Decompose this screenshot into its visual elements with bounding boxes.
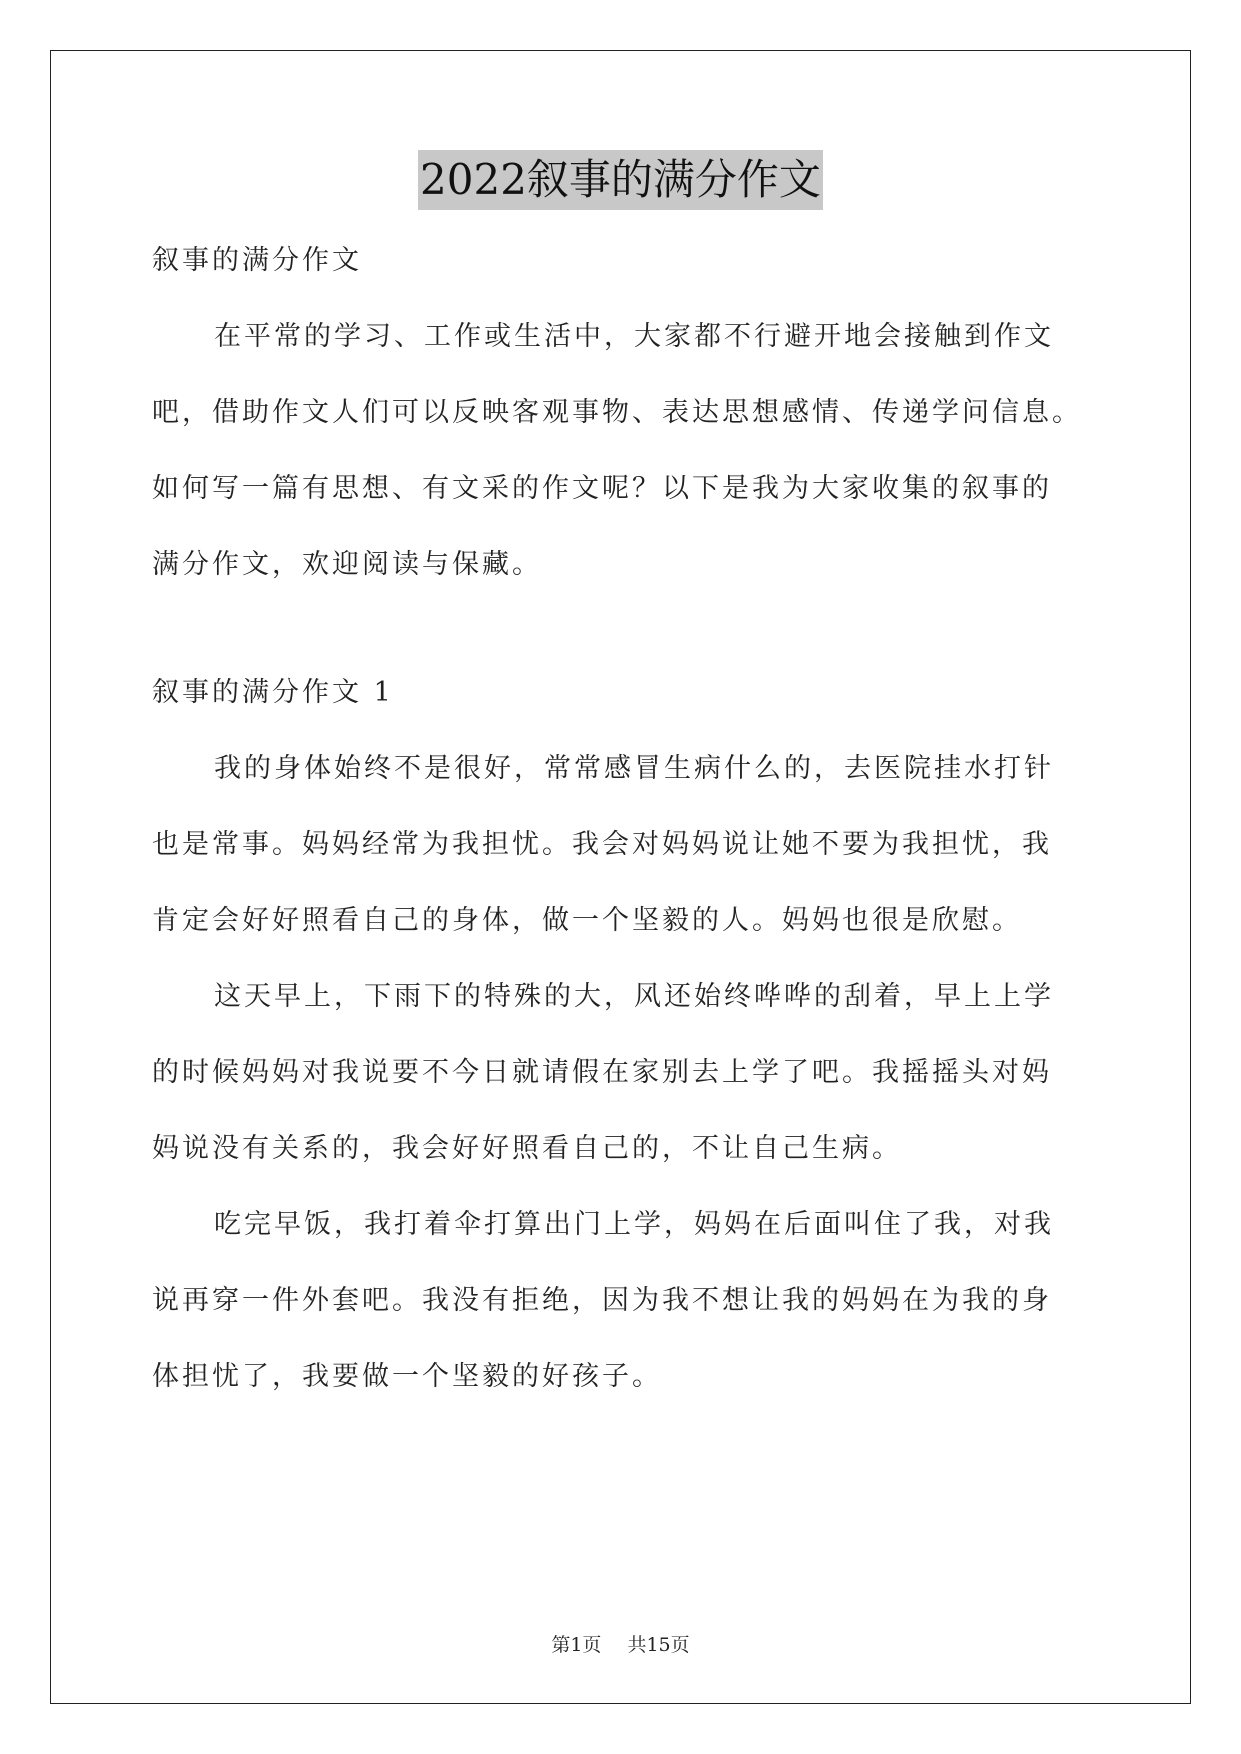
section-gap — [152, 616, 1092, 668]
paragraph-line: 说再穿一件外套吧。我没有拒绝，因为我不想让我的妈妈在为我的身 — [152, 1285, 1052, 1316]
section-heading: 叙事的满分作文 — [152, 245, 362, 276]
paragraph-line: 的时候妈妈对我说要不今日就请假在家别去上学了吧。我摇摇头对妈 — [152, 1057, 1052, 1088]
paragraph-line: 肯定会好好照看自己的身体，做一个坚毅的人。妈妈也很是欣慰。 — [152, 905, 1022, 936]
paragraph-line: 这天早上，下雨下的特殊的大，风还始终哗哗的刮着，早上上学 — [214, 981, 1054, 1012]
paragraph-line: 在平常的学习、工作或生活中，大家都不行避开地会接触到作文 — [214, 321, 1054, 352]
paragraph-line: 也是常事。妈妈经常为我担忧。我会对妈妈说让她不要为我担忧，我 — [152, 829, 1052, 860]
paragraph — [152, 744, 1092, 972]
paragraph-line: 满分作文，欢迎阅读与保藏。 — [152, 549, 542, 580]
section-heading: 叙事的满分作文 1 — [152, 677, 394, 708]
page-total: 共15页 — [627, 1634, 690, 1656]
paragraph-line: 吃完早饭，我打着伞打算出门上学，妈妈在后面叫住了我，对我 — [214, 1209, 1054, 1240]
paragraph-line: 如何写一篇有思想、有文采的作文呢？以下是我为大家收集的叙事的 — [152, 473, 1052, 504]
paragraph-line: 体担忧了，我要做一个坚毅的好孩子。 — [152, 1361, 662, 1392]
page-number: 第1页 — [551, 1634, 602, 1656]
paragraph-line: 吧，借助作文人们可以反映客观事物、表达思想感情、传递学问信息。 — [152, 397, 1082, 428]
document-body — [152, 236, 1092, 1428]
title-container — [0, 150, 1241, 210]
intro-paragraph — [152, 312, 1092, 616]
paragraph — [152, 972, 1092, 1200]
paragraph-line: 我的身体始终不是很好，常常感冒生病什么的，去医院挂水打针 — [214, 753, 1054, 784]
paragraph-line: 妈说没有关系的，我会好好照看自己的，不让自己生病。 — [152, 1133, 902, 1164]
paragraph — [152, 1200, 1092, 1428]
document-title: 2022叙事的满分作文 — [418, 150, 823, 210]
page-footer — [0, 1630, 1241, 1657]
